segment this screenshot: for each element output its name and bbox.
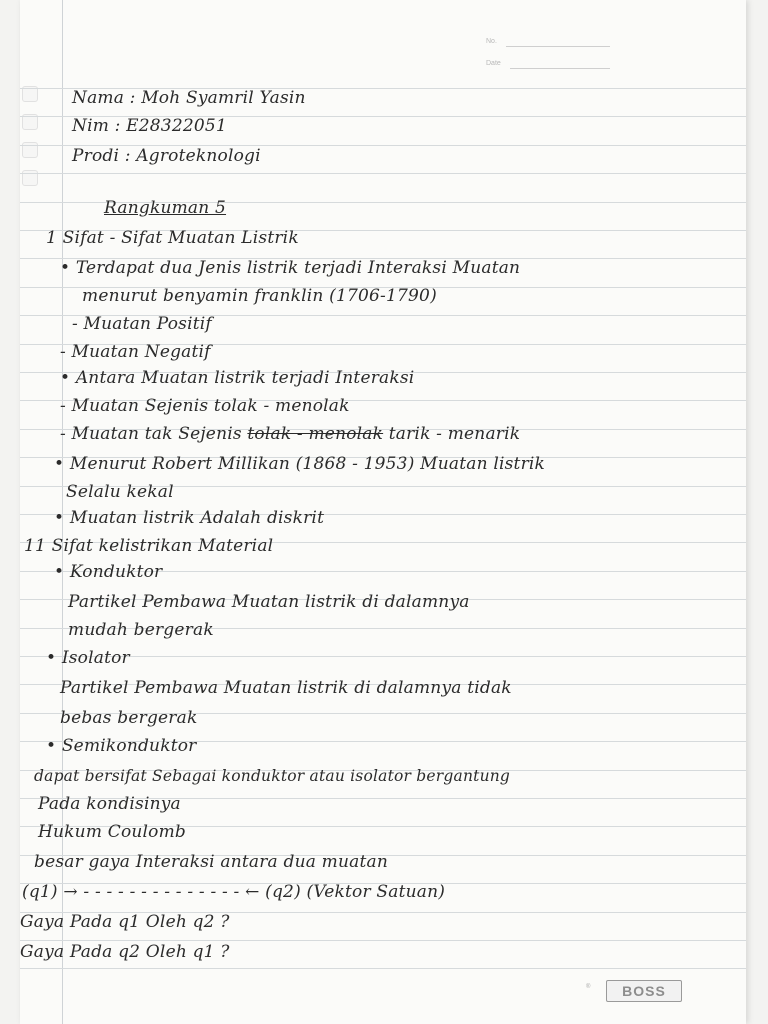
note-line-8-text: - Muatan tak Sejenis [60, 424, 242, 444]
ruled-line [20, 968, 746, 969]
note-line-5: - Muatan Negatif [60, 342, 211, 362]
note-line-26: Gaya Pada q2 Oleh q1 ? [20, 942, 230, 962]
note-title: Rangkuman 5 [104, 198, 227, 218]
note-line-8-correction: tarik - menarik [388, 424, 521, 444]
note-prodi: Prodi : Agroteknologi [72, 146, 261, 166]
note-line-7: - Muatan Sejenis tolak - menolak [60, 396, 350, 416]
ruled-line [20, 173, 746, 174]
note-line-13: • Konduktor [54, 562, 163, 582]
note-nim: Nim : E28322051 [72, 116, 227, 136]
note-line-1: 1 Sifat - Sifat Muatan Listrik [46, 228, 299, 248]
note-line-4: - Muatan Positif [72, 314, 212, 334]
header-no-label: No. [486, 38, 497, 45]
note-line-25: Gaya Pada q1 Oleh q2 ? [20, 912, 230, 932]
note-line-3: menurut benyamin franklin (1706-1790) [82, 286, 437, 306]
note-line-2: • Terdapat dua Jenis listrik terjadi Interaksi Muatan [60, 258, 521, 278]
brand-prefix-mark: ® [586, 984, 591, 990]
note-line-19: • Semikonduktor [46, 736, 197, 756]
note-line-11: • Muatan listrik Adalah diskrit [54, 508, 325, 528]
note-line-18: bebas bergerak [60, 708, 198, 728]
note-line-17: Partikel Pembawa Muatan listrik di dalamnya tidak [60, 678, 512, 698]
note-line-9: • Menurut Robert Millikan (1868 - 1953) Muatan listrik [54, 454, 546, 474]
notebook-page [20, 0, 746, 1024]
note-line-21: Pada kondisinya [38, 794, 181, 814]
note-line-22: Hukum Coulomb [38, 822, 187, 842]
note-line-23: besar gaya Interaksi antara dua muatan [34, 852, 388, 872]
note-line-14: Partikel Pembawa Muatan listrik di dalamnya [68, 592, 470, 612]
note-line-6: • Antara Muatan listrik terjadi Interaksi [60, 368, 415, 388]
note-line-15: mudah bergerak [68, 620, 214, 640]
brand-logo: BOSS [606, 980, 682, 1002]
header-date-label: Date [486, 60, 501, 67]
header-date-line [510, 68, 610, 69]
note-line-8 [60, 424, 520, 444]
note-nama: Nama : Moh Syamril Yasin [72, 88, 306, 108]
ruled-line [20, 940, 746, 941]
note-line-20: dapat bersifat Sebagai konduktor atau isolator bergantung [34, 767, 511, 785]
header-no-line [506, 46, 610, 47]
note-line-8-struck: tolak - menolak [247, 424, 384, 444]
note-line-24: (q1) → - - - - - - - - - - - - - - ← (q2) (Vektor Satuan) [22, 882, 446, 902]
note-line-12: 11 Sifat kelistrikan Material [24, 536, 274, 556]
note-line-16: • Isolator [46, 648, 130, 668]
note-line-10: Selalu kekal [66, 482, 174, 502]
